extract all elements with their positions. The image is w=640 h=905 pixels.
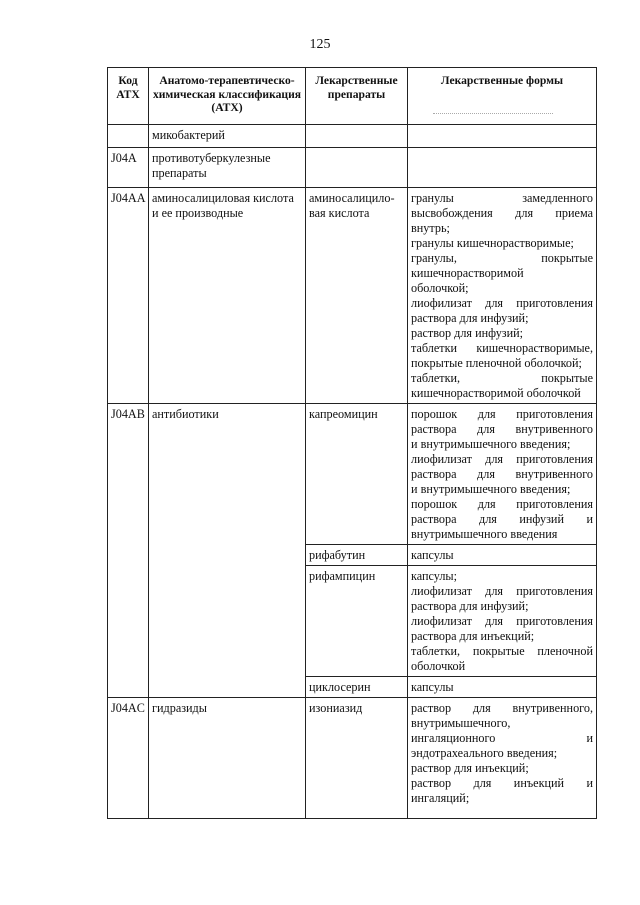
cell-forms xyxy=(408,545,597,566)
table-row xyxy=(108,188,597,404)
cell-code xyxy=(108,125,149,148)
form-line: лиофилизат для приготовления xyxy=(411,296,593,310)
form-line: кишечнорастворимой оболочкой xyxy=(411,386,581,400)
table-row xyxy=(108,404,597,545)
form-line: раствор для внутривенного, xyxy=(411,701,593,715)
form-line: покрытые пленочной оболочкой; xyxy=(411,356,582,370)
form-line: раствор для инфузий; xyxy=(411,326,524,340)
header-dosage-forms: Лекарственные формы xyxy=(408,68,597,125)
cell-forms xyxy=(408,188,597,404)
form-line: гранулы замедленного xyxy=(411,191,593,205)
form-line: высвобождения для приема xyxy=(411,206,593,220)
form-line: порошок для приготовления xyxy=(411,407,593,421)
header-code: Код АТХ xyxy=(108,68,149,125)
form-line: капсулы xyxy=(411,680,454,694)
cell-forms xyxy=(408,698,597,819)
cell-drug: изониазид xyxy=(306,698,408,819)
cell-drug: капреомицин xyxy=(306,404,408,545)
form-line: эндотрахеального введения; xyxy=(411,746,558,760)
cell-code: J04AA xyxy=(108,188,149,404)
form-line: внутримышечного введения xyxy=(411,527,558,541)
form-line: гранулы кишечнорастворимые; xyxy=(411,236,574,250)
form-line: и внутримышечного введения; xyxy=(411,437,571,451)
cell-code: J04AB xyxy=(108,404,149,698)
form-line: порошок для приготовления xyxy=(411,497,593,511)
form-line: раствора для инфузий и xyxy=(411,512,593,526)
form-line: внутримышечного, xyxy=(411,716,511,730)
cell-forms xyxy=(408,404,597,545)
cell-atc: аминосалициловая кислота и ее производные xyxy=(149,188,306,404)
header-drugs: Лекарственные препараты xyxy=(306,68,408,125)
cell-atc: антибиотики xyxy=(149,404,306,698)
cell-forms xyxy=(408,566,597,677)
cell-drug xyxy=(306,125,408,148)
form-line: ингаляций; xyxy=(411,791,470,805)
cell-atc: микобактерий xyxy=(149,125,306,148)
cell-code: J04A xyxy=(108,148,149,188)
form-line: раствора для внутривенного xyxy=(411,467,593,481)
cell-forms xyxy=(408,677,597,698)
form-line: оболочкой xyxy=(411,659,466,673)
form-line: таблетки кишечнорастворимые, xyxy=(411,341,593,355)
form-line: капсулы xyxy=(411,548,454,562)
form-line: кишечнорастворимой xyxy=(411,266,524,280)
table-header-row xyxy=(108,68,597,125)
table-row xyxy=(108,698,597,819)
form-line: раствор для инъекций и xyxy=(411,776,593,790)
cell-forms xyxy=(408,125,597,148)
cell-code: J04AC xyxy=(108,698,149,819)
form-line: лиофилизат для приготовления xyxy=(411,452,593,466)
cell-atc: гидразиды xyxy=(149,698,306,819)
form-line: ингаляционного и xyxy=(411,731,593,745)
form-line: лиофилизат для приготовления xyxy=(411,614,593,628)
form-line: раствора для инъекций; xyxy=(411,629,535,643)
form-line: раствора для инфузий; xyxy=(411,311,529,325)
header-atc-classification: Анатомо-терапевтическо-химическая классификация (АТХ) xyxy=(149,68,306,125)
cell-atc: противотуберкулезные препараты xyxy=(149,148,306,188)
cell-drug: аминосалицило-вая кислота xyxy=(306,188,408,404)
form-line: внутрь; xyxy=(411,221,450,235)
form-line: таблетки, покрытые пленочной xyxy=(411,644,593,658)
form-line: раствора для инфузий; xyxy=(411,599,529,613)
page-number: 125 xyxy=(309,37,331,52)
form-line: оболочкой; xyxy=(411,281,469,295)
cell-drug xyxy=(306,148,408,188)
cell-drug: циклосерин xyxy=(306,677,408,698)
cell-forms xyxy=(408,148,597,188)
atc-drug-table xyxy=(107,67,597,819)
form-line: гранулы, покрытые xyxy=(411,251,593,265)
form-line: капсулы; xyxy=(411,569,457,583)
form-line: раствора для внутривенного xyxy=(411,422,593,436)
form-line: раствор для инъекций; xyxy=(411,761,529,775)
cell-drug: рифабутин xyxy=(306,545,408,566)
table-row xyxy=(108,148,597,188)
table-row xyxy=(108,125,597,148)
form-line: и внутримышечного введения; xyxy=(411,482,571,496)
form-line: лиофилизат для приготовления xyxy=(411,584,593,598)
cell-drug: рифампицин xyxy=(306,566,408,677)
form-line: таблетки, покрытые xyxy=(411,371,593,385)
